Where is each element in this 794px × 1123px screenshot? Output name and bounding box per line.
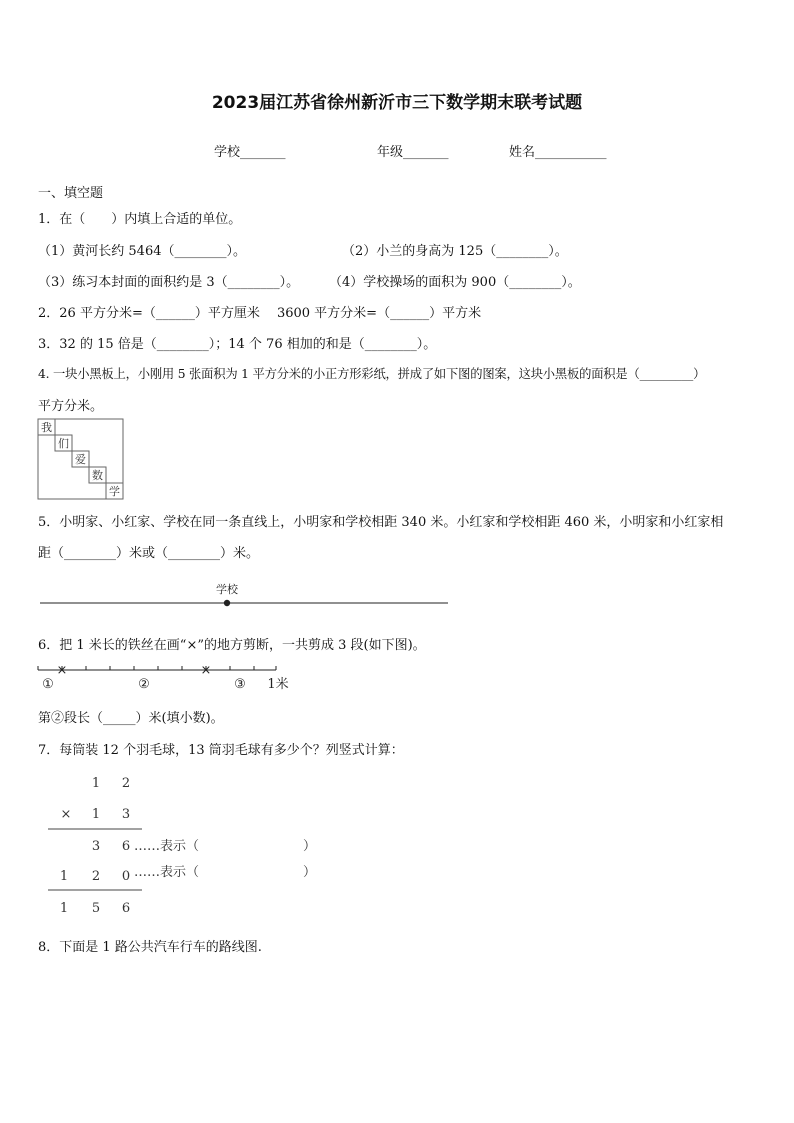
- question-1-stem: 1．在（ ）内填上合适的单位。: [38, 212, 242, 227]
- tile-figure: [36, 418, 126, 502]
- question-4-line1: 4. 一块小黑板上，小刚用 5 张面积为 1 平方分米的小正方形彩纸，拼成了如下图的图案，这块小黑板的面积是（_________）: [38, 367, 706, 381]
- segment-1-label: ①: [42, 677, 54, 692]
- question-2: 2．26 平方分米=（______）平方厘米 3600 平方分米=（______）平方米: [38, 306, 482, 321]
- end-label: 1米: [267, 677, 289, 692]
- question-5-line2: 距（________）米或（________）米。: [38, 546, 260, 561]
- question-4-line2: 平方分米。: [38, 399, 104, 414]
- row1-digit-1: 1: [91, 776, 101, 791]
- row4-digit-2: 2: [91, 869, 101, 884]
- row4-note: ……表示（ ）: [134, 865, 317, 880]
- row4-digit-3: 0: [121, 869, 131, 884]
- row3-digit-2: 6: [121, 839, 131, 854]
- question-1b: （2）小兰的身高为 125（________）。: [342, 244, 568, 259]
- segment-3-label: ③: [234, 677, 246, 692]
- name-field[interactable]: 姓名___________: [509, 145, 607, 160]
- school-label: 学校: [216, 583, 238, 596]
- row5-digit-3: 6: [121, 901, 131, 916]
- question-8: 8．下面是 1 路公共汽车行车的路线图.: [38, 940, 262, 955]
- row4-digit-1: 1: [59, 869, 69, 884]
- row5-digit-2: 5: [91, 901, 101, 916]
- question-1a: （1）黄河长约 5464（________）。: [38, 244, 246, 259]
- distance-line-figure: [36, 578, 452, 612]
- wire-ruler-figure: [36, 660, 296, 692]
- tile-5: 学: [109, 485, 120, 498]
- question-7-stem: 7．每筒装 12 个羽毛球，13 筒羽毛球有多少个？列竖式计算：: [38, 743, 404, 758]
- grade-field[interactable]: 年级_______: [377, 145, 449, 160]
- school-field[interactable]: 学校_______: [214, 145, 286, 160]
- question-3: 3．32 的 15 倍是（________）；14 个 76 相加的和是（________）。: [38, 337, 437, 352]
- tile-2: 们: [58, 437, 69, 450]
- row2-digit-1: 1: [91, 807, 101, 822]
- question-1d: （4）学校操场的面积为 900（________）。: [329, 275, 581, 290]
- segment-2-label: ②: [138, 677, 150, 692]
- row3-digit-1: 3: [91, 839, 101, 854]
- times-sign: ×: [60, 807, 72, 822]
- cut-mark-1: ×: [56, 663, 68, 678]
- question-1c: （3）练习本封面的面积约是 3（________）。: [38, 275, 300, 290]
- row1-digit-2: 2: [121, 776, 131, 791]
- section-heading: 一、填空题: [38, 186, 104, 201]
- row3-note: ……表示（ ）: [134, 839, 317, 854]
- row5-digit-1: 1: [59, 901, 69, 916]
- school-point: [224, 600, 230, 606]
- page-title: 2023届江苏省徐州新沂市三下数学期末联考试题: [211, 93, 583, 113]
- cut-mark-2: ×: [200, 663, 212, 678]
- tile-1: 我: [41, 421, 52, 434]
- tile-4: 数: [92, 469, 103, 482]
- tile-3: 爱: [75, 453, 86, 466]
- question-5-line1: 5．小明家、小红家、学校在同一条直线上，小明家和学校相距 340 米。小红家和学校相距 460 米，小明家和小红家相: [38, 515, 724, 530]
- vertical-calculation: [36, 768, 336, 924]
- question-6-answer: 第②段长（_____）米(填小数)。: [38, 711, 224, 726]
- row2-digit-2: 3: [121, 807, 131, 822]
- question-6-stem: 6．把 1 米长的铁丝在画“×”的地方剪断，一共剪成 3 段(如下图)。: [38, 638, 426, 653]
